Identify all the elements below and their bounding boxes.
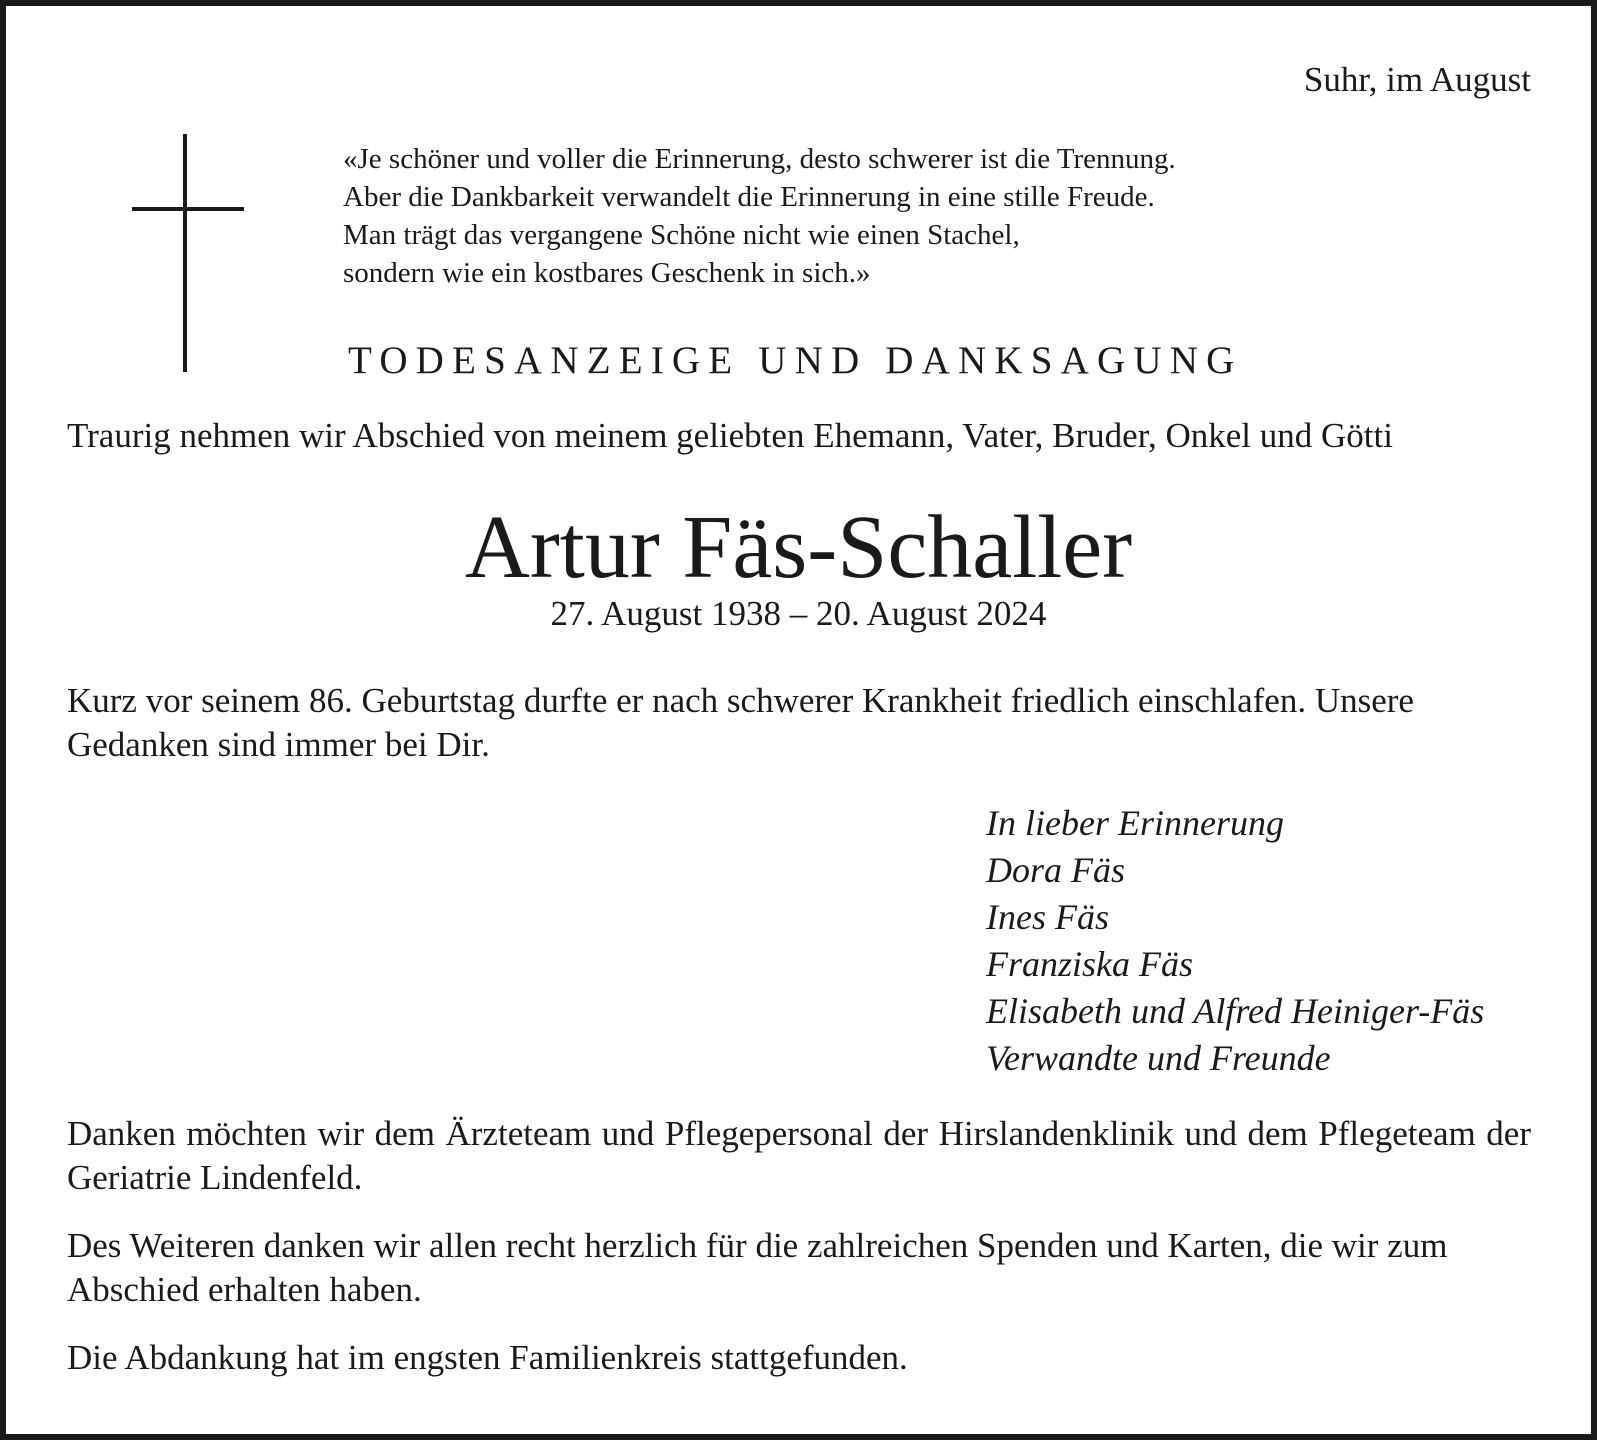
signoff-line: Verwandte und Freunde bbox=[986, 1038, 1331, 1078]
deceased-name: Artur Fäs-Schaller bbox=[464, 498, 1133, 597]
signoff-line: Elisabeth und Alfred Heiniger-Fäs bbox=[986, 991, 1485, 1031]
quote-line: Man trägt das vergangene Schöne nicht wie einen Stachel, bbox=[343, 219, 1020, 251]
intro-text: Traurig nehmen wir Abschied von meinem geliebten Ehemann, Vater, Bruder, Onkel und Götti bbox=[67, 416, 1393, 455]
quote-line: «Je schöner und voller die Erinnerung, desto schwerer ist die Trennung. bbox=[343, 143, 1176, 175]
signoff-line: Ines Fäs bbox=[986, 897, 1109, 937]
paragraph-funeral-note: Die Abdankung hat im engsten Familienkreis stattgefunden. bbox=[67, 1338, 908, 1377]
signoff-line: Franziska Fäs bbox=[986, 944, 1193, 984]
quote-block bbox=[343, 140, 1176, 292]
signoff-line: Dora Fäs bbox=[986, 850, 1126, 890]
cross-icon-horizontal bbox=[132, 207, 244, 211]
paragraph-thanks-donations: Des Weiteren danken wir allen recht herzlich für die zahlreichen Spenden und Karten, die wir zum Abschied erhalten haben. bbox=[67, 1226, 1448, 1309]
cross-icon-vertical bbox=[183, 134, 187, 372]
place-date: Suhr, im August bbox=[1303, 60, 1531, 99]
paragraph-passing: Kurz vor seinem 86. Geburtstag durfte er nach schwerer Krankheit friedlich einschlafen. Unsere Gedanken sind immer bei Dir. bbox=[67, 681, 1414, 764]
paragraph-thanks-medical: Danken möchten wir dem Ärzteteam und Pflegepersonal der Hirslandenklinik und dem Pflegeteam der Geriatrie Lindenfeld. bbox=[67, 1114, 1531, 1197]
quote-line: Aber die Dankbarkeit verwandelt die Erinnerung in eine stille Freude. bbox=[343, 181, 1155, 213]
life-dates: 27. August 1938 – 20. August 2024 bbox=[550, 594, 1047, 633]
quote-line: sondern wie ein kostbares Geschenk in sich.» bbox=[343, 257, 871, 289]
notice-heading: TODESANZEIGE UND DANKSAGUNG bbox=[348, 339, 1243, 382]
signoff-line: In lieber Erinnerung bbox=[986, 803, 1284, 843]
mourners-list bbox=[986, 800, 1484, 1082]
